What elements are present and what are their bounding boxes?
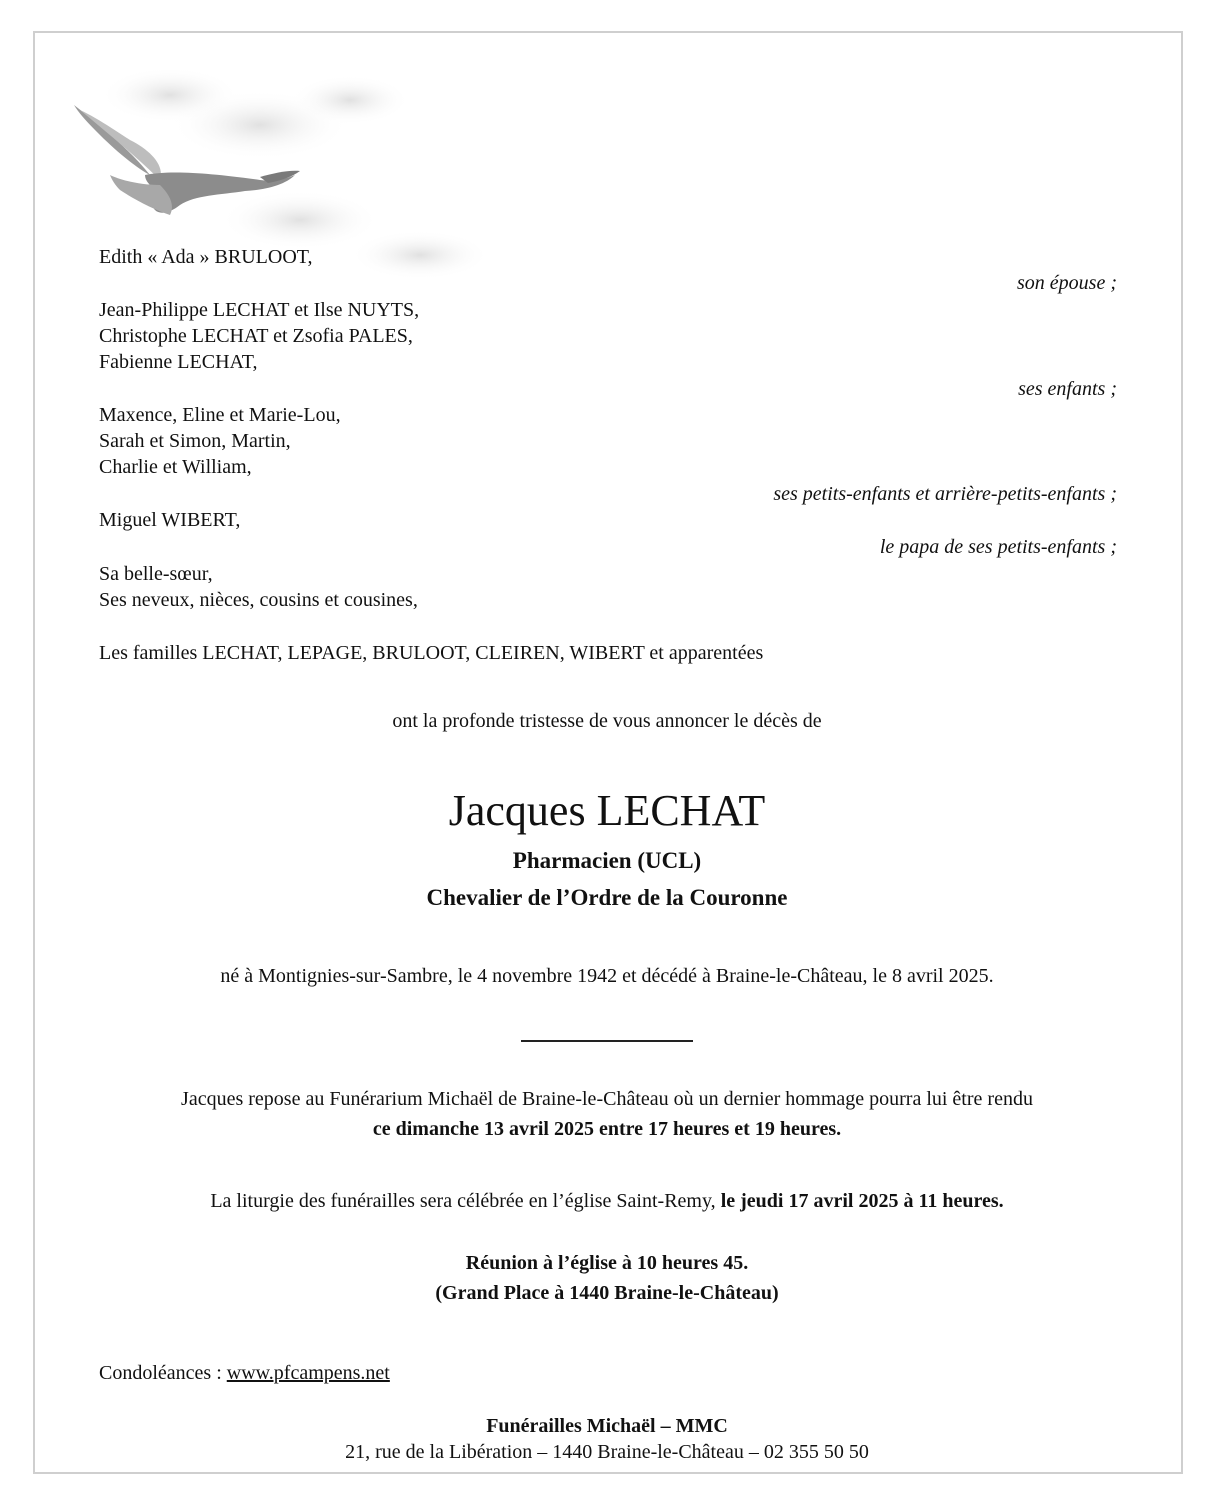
condolences-link[interactable]: www.pfcampens.net xyxy=(226,1362,390,1384)
grandchild-line: Maxence, Eline et Marie-Lou, xyxy=(99,404,341,426)
condolences-label: Condoléances : xyxy=(99,1362,227,1384)
spouse-role: son épouse ; xyxy=(1017,272,1117,294)
grandchild-line: Sarah et Simon, Martin, xyxy=(99,430,291,452)
grandchildren-role: ses petits-enfants et arrière-petits-enfants ; xyxy=(773,483,1117,505)
families-line: Les familles LECHAT, LEPAGE, BRULOOT, CLEIREN, WIBERT et apparentées xyxy=(99,642,764,664)
meeting-place: (Grand Place à 1440 Braine-le-Château) xyxy=(435,1282,779,1304)
funeral-address: 21, rue de la Libération – 1440 Braine-le-Château – 02 355 50 50 xyxy=(345,1441,869,1463)
spouse-name: Edith « Ada » BRULOOT, xyxy=(99,246,313,268)
separator-line xyxy=(521,1040,693,1042)
child-line: Jean-Philippe LECHAT et Ilse NUYTS, xyxy=(99,299,420,321)
meeting-time: Réunion à l’église à 10 heures 45. xyxy=(465,1252,749,1274)
child-line: Fabienne LECHAT, xyxy=(99,351,258,373)
papa-role: le papa de ses petits-enfants ; xyxy=(879,536,1117,558)
deceased-title-honour: Chevalier de l’Ordre de la Couronne xyxy=(426,885,788,910)
deceased-title-profession: Pharmacien (UCL) xyxy=(512,848,702,873)
relative-line: Sa belle-sœur, xyxy=(99,563,213,585)
liturgy-datetime: le jeudi 17 avril 2025 à 11 heures. xyxy=(720,1190,1004,1212)
viewing-text: Jacques repose au Funérarium Michaël de Braine-le-Château où un dernier hommage pourra lui être rendu xyxy=(181,1088,1033,1110)
papa-name: Miguel WIBERT, xyxy=(99,509,241,531)
children-role: ses enfants ; xyxy=(1018,378,1117,400)
announcement: ont la profonde tristesse de vous annoncer le décès de xyxy=(392,710,822,732)
relative-line: Ses neveux, nièces, cousins et cousines, xyxy=(99,589,418,611)
liturgy-line xyxy=(0,1188,1214,1214)
condolences-line xyxy=(99,1360,390,1386)
liturgy-text: La liturgie des funérailles sera célébrée en l’église Saint-Remy, xyxy=(210,1190,721,1212)
grandchild-line: Charlie et William, xyxy=(99,456,252,478)
funeral-company: Funérailles Michaël – MMC xyxy=(486,1415,728,1437)
child-line: Christophe LECHAT et Zsofia PALES, xyxy=(99,325,413,347)
birth-death-dates: né à Montignies-sur-Sambre, le 4 novembre 1942 et décédé à Braine-le-Château, le 8 avril 2025. xyxy=(220,965,994,987)
deceased-name: Jacques LECHAT xyxy=(448,786,766,835)
viewing-time: ce dimanche 13 avril 2025 entre 17 heures et 19 heures. xyxy=(372,1118,842,1140)
